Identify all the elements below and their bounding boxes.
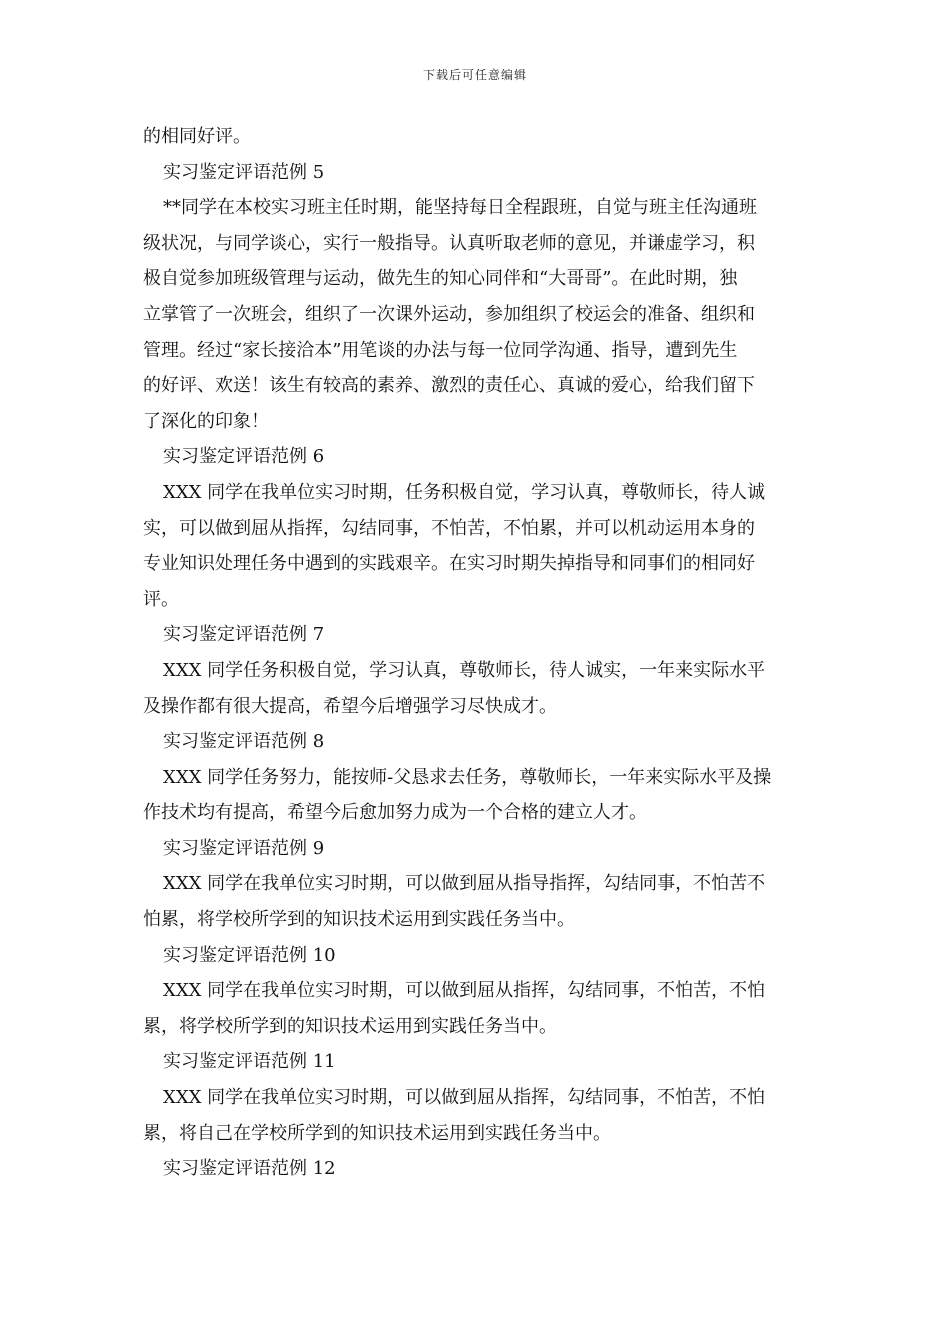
section-heading: 实习鉴定评语范例 9 — [163, 837, 325, 859]
paragraph-line: 了深化的印象！ — [143, 410, 269, 432]
paragraph-first-line: XXX 同学在我单位实习时期，任务积极自觉，学习认真，尊敬师长，待人诚 — [163, 481, 766, 503]
section-heading: 实习鉴定评语范例 12 — [163, 1158, 336, 1180]
section-heading: 实习鉴定评语范例 5 — [163, 161, 325, 183]
paragraph-line: 及操作都有很大提高，希望今后增强学习尽快成才。 — [143, 695, 557, 717]
paragraph-line: 极自觉参加班级管理与运动，做先生的知心同伴和“大哥哥”。在此时期，独 — [143, 268, 738, 290]
paragraph-line: 累，将自己在学校所学到的知识技术运用到实践任务当中。 — [143, 1122, 611, 1144]
paragraph-line: 怕累，将学校所学到的知识技术运用到实践任务当中。 — [143, 909, 575, 931]
document-body — [143, 119, 808, 1187]
paragraph-line: 的好评、欢送！该生有较高的素养、激烈的责任心、真诚的爱心，给我们留下 — [143, 375, 755, 397]
paragraph-line: 级状况，与同学谈心，实行一般指导。认真听取老师的意见，并谦虚学习，积 — [143, 232, 755, 254]
section-heading: 实习鉴定评语范例 10 — [163, 944, 336, 966]
section-heading: 实习鉴定评语范例 8 — [163, 731, 325, 753]
paragraph-first-line: XXX 同学在我单位实习时期，可以做到屈从指挥，勾结同事，不怕苦，不怕 — [163, 980, 766, 1002]
paragraph-line: 实，可以做到屈从指挥，勾结同事，不怕苦，不怕累，并可以机动运用本身的 — [143, 517, 755, 539]
paragraph-line: 累，将学校所学到的知识技术运用到实践任务当中。 — [143, 1015, 557, 1037]
paragraph-line: 作技术均有提高，希望今后愈加努力成为一个合格的建立人才。 — [143, 802, 647, 824]
paragraph-first-line: XXX 同学任务努力，能按师-父恳求去任务，尊敬师长，一年来实际水平及操 — [163, 766, 772, 788]
paragraph-line: 立掌管了一次班会，组织了一次课外运动，参加组织了校运会的准备、组织和 — [143, 303, 755, 325]
section-heading: 实习鉴定评语范例 11 — [163, 1051, 336, 1073]
section-heading: 实习鉴定评语范例 6 — [163, 446, 325, 468]
paragraph-line: 评。 — [143, 588, 179, 610]
paragraph-line: 管理。经过“家长接洽本”用笔谈的办法与每一位同学沟通、指导，遭到先生 — [143, 339, 738, 361]
page-header: 下载后可任意编辑 — [422, 68, 527, 82]
paragraph-first-line: XXX 同学在我单位实习时期，可以做到屈从指导指挥，勾结同事，不怕苦不 — [163, 873, 766, 895]
paragraph-line: 专业知识处理任务中遇到的实践艰辛。在实习时期失掉指导和同事们的相同好 — [143, 553, 755, 575]
section-heading: 实习鉴定评语范例 7 — [163, 624, 325, 646]
paragraph-first-line: **同学在本校实习班主任时期，能坚持每日全程跟班，自觉与班主任沟通班 — [163, 197, 757, 219]
paragraph-line: 的相同好评。 — [143, 126, 251, 147]
paragraph-first-line: XXX 同学在我单位实习时期，可以做到屈从指挥，勾结同事，不怕苦，不怕 — [163, 1087, 766, 1109]
paragraph-first-line: XXX 同学任务积极自觉，学习认真，尊敬师长，待人诚实，一年来实际水平 — [163, 659, 766, 681]
